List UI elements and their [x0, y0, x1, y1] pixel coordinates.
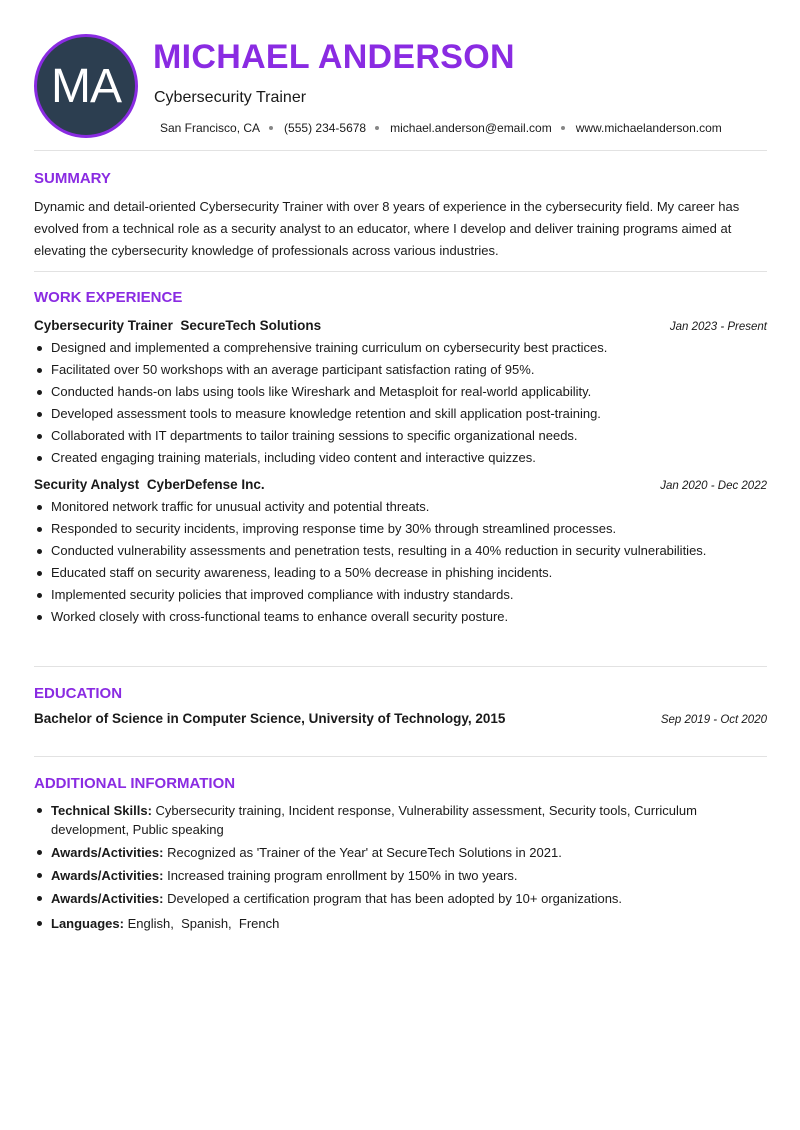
divider: [34, 756, 767, 757]
job-date: Jan 2020 - Dec 2022: [660, 480, 767, 492]
list-item: Designed and implemented a comprehensive training curriculum on cybersecurity best practices.: [34, 337, 767, 359]
education-section: [34, 685, 767, 730]
section-heading: WORK EXPERIENCE: [34, 289, 183, 306]
list-item: Awards/Activities: Developed a certification program that has been adopted by 10+ organizations.: [34, 889, 767, 908]
education-entry: [34, 711, 767, 726]
additional-list: [34, 801, 767, 933]
job-date: Jan 2023 - Present: [669, 321, 767, 333]
experience-section: [34, 289, 767, 628]
section-heading: ADDITIONAL INFORMATION: [34, 775, 236, 792]
job-bullets: [34, 496, 767, 628]
candidate-name: MICHAEL ANDERSON: [153, 38, 515, 76]
list-item: Educated staff on security awareness, leading to a 50% decrease in phishing incidents.: [34, 562, 767, 584]
degree: Bachelor of Science in Computer Science, University of Technology, 2015: [34, 711, 506, 726]
summary-section: [34, 170, 767, 262]
location: San Francisco, CA: [160, 121, 261, 135]
email-link[interactable]: michael.anderson@email.com: [390, 121, 552, 135]
list-item: Facilitated over 50 workshops with an average participant satisfaction rating of 95%.: [34, 359, 767, 381]
job-header: [34, 477, 767, 492]
list-item: Conducted vulnerability assessments and penetration tests, resulting in a 40% reduction in security vulnerabilities.: [34, 540, 767, 562]
list-item: Developed assessment tools to measure knowledge retention and skill application post-training.: [34, 403, 767, 425]
list-item: Technical Skills: Cybersecurity training, Incident response, Vulnerability assessment, Security tools, Curriculum development, Public speaking: [34, 801, 767, 839]
list-item: Languages: English, Spanish, French: [34, 914, 767, 933]
job-header: [34, 318, 767, 333]
list-item: Responded to security incidents, improving response time by 30% through streamlined processes.: [34, 518, 767, 540]
list-item: Worked closely with cross-functional teams to enhance overall security posture.: [34, 606, 767, 628]
separator-dot: [375, 126, 379, 130]
list-item: Monitored network traffic for unusual activity and potential threats.: [34, 496, 767, 518]
list-item: Conducted hands-on labs using tools like Wireshark and Metasploit for real-world applicability.: [34, 381, 767, 403]
separator-dot: [561, 126, 565, 130]
job-role: Security Analyst CyberDefense Inc.: [34, 477, 265, 492]
phone: (555) 234-5678: [284, 121, 367, 135]
list-item: Collaborated with IT departments to tailor training sessions to specific organizational needs.: [34, 425, 767, 447]
list-item: Implemented security policies that improved compliance with industry standards.: [34, 584, 767, 606]
list-item: Awards/Activities: Increased training program enrollment by 150% in two years.: [34, 866, 767, 885]
divider: [34, 150, 767, 151]
section-heading: SUMMARY: [34, 170, 111, 187]
job-role: Cybersecurity Trainer SecureTech Solutions: [34, 318, 322, 333]
list-item: Awards/Activities: Recognized as 'Trainer of the Year' at SecureTech Solutions in 2021.: [34, 843, 767, 862]
avatar: MA: [34, 34, 138, 138]
separator-dot: [269, 126, 273, 130]
contact-info: [160, 121, 722, 135]
additional-section: [34, 775, 767, 937]
education-date: Sep 2019 - Oct 2020: [660, 714, 767, 726]
divider: [34, 666, 767, 667]
section-heading: EDUCATION: [34, 685, 123, 702]
divider: [34, 271, 767, 272]
job-bullets: [34, 337, 767, 469]
website-link[interactable]: www.michaelanderson.com: [575, 121, 722, 135]
job-title: Cybersecurity Trainer: [154, 89, 307, 106]
summary-text: Dynamic and detail-oriented Cybersecurity Trainer with over 8 years of experience in the cybersecurity field. My career has evolved from a technical role as a security analyst to an educator, where I develop and deliver training programs aimed at elevating the cybersecurity knowledge of professionals across various industries.: [34, 199, 740, 258]
list-item: Created engaging training materials, including video content and interactive quizzes.: [34, 447, 767, 469]
